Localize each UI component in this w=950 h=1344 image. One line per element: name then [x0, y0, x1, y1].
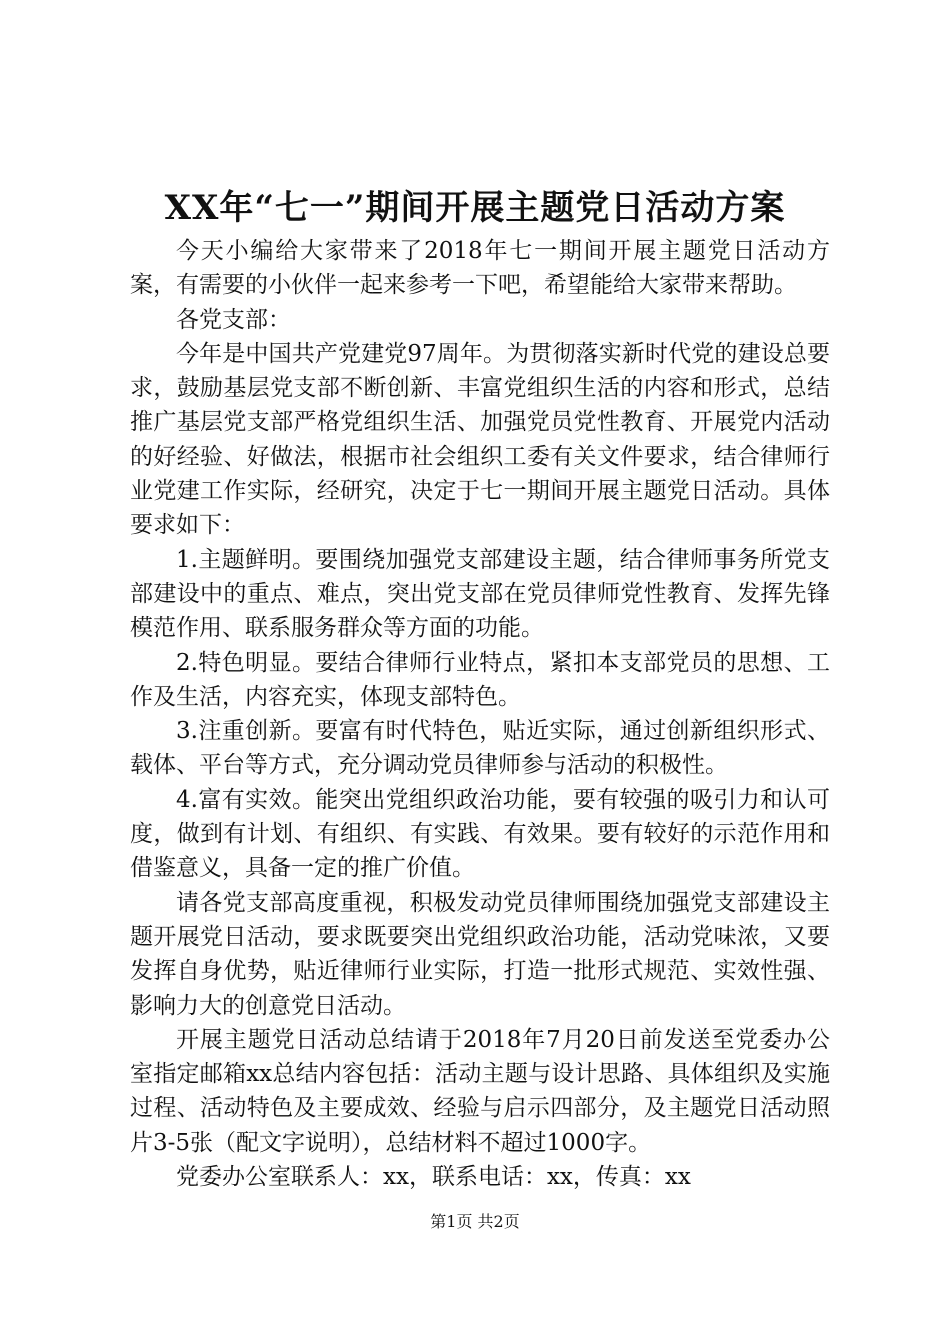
paragraph-contact: 党委办公室联系人：xx，联系电话：xx，传真：xx [176, 1164, 691, 1191]
paragraph-salutation: 各党支部： [176, 306, 291, 333]
paragraph-summary-submission: 开展主题党日活动总结请于2018年7月20日前发送至党委办公室指定邮箱xx总结内容包括：活动主题与设计思路、具体组织及实施过程、活动特色及主要成效、经验与启示四部分，及主题党日活动照片3-5张（配文字说明），总结材料不超过1000字。 [130, 1026, 830, 1156]
paragraph-requirement-3: 3.注重创新。要富有时代特色，贴近实际，通过创新组织形式、载体、平台等方式，充分调动党员律师参与活动的积极性。 [130, 718, 830, 779]
document-body [130, 234, 830, 1194]
page-number-footer: 第1页 共2页 [430, 1212, 520, 1231]
document-title: XX年“七一”期间开展主题党日活动方案 [164, 188, 786, 228]
paragraph-background: 今年是中国共产党建党97周年。为贯彻落实新时代党的建设总要求，鼓励基层党支部不断创新、丰富党组织生活的内容和形式，总结推广基层党支部严格党组织生活、加强党员党性教育、开展党内活动的好经验、好做法，根据市社会组织工委有关文件要求，结合律师行业党建工作实际，经研究，决定于七一期间开展主题党日活动。具体要求如下： [130, 340, 830, 539]
paragraph-intro: 今天小编给大家带来了2018年七一期间开展主题党日活动方案，有需要的小伙伴一起来参考一下吧，希望能给大家带来帮助。 [130, 238, 830, 299]
paragraph-requirement-2: 2.特色明显。要结合律师行业特点，紧扣本支部党员的思想、工作及生活，内容充实，体现支部特色。 [130, 649, 830, 710]
paragraph-requirement-4: 4.富有实效。能突出党组织政治功能，要有较强的吸引力和认可度，做到有计划、有组织、有实践、有效果。要有较好的示范作用和借鉴意义，具备一定的推广价值。 [130, 786, 830, 882]
paragraph-request: 请各党支部高度重视，积极发动党员律师围绕加强党支部建设主题开展党日活动，要求既要突出党组织政治功能，活动党味浓，又要发挥自身优势，贴近律师行业实际，打造一批形式规范、实效性强、影响力大的创意党日活动。 [130, 889, 830, 1019]
paragraph-requirement-1: 1.主题鲜明。要围绕加强党支部建设主题，结合律师事务所党支部建设中的重点、难点，突出党支部在党员律师党性教育、发挥先锋模范作用、联系服务群众等方面的功能。 [130, 546, 830, 642]
